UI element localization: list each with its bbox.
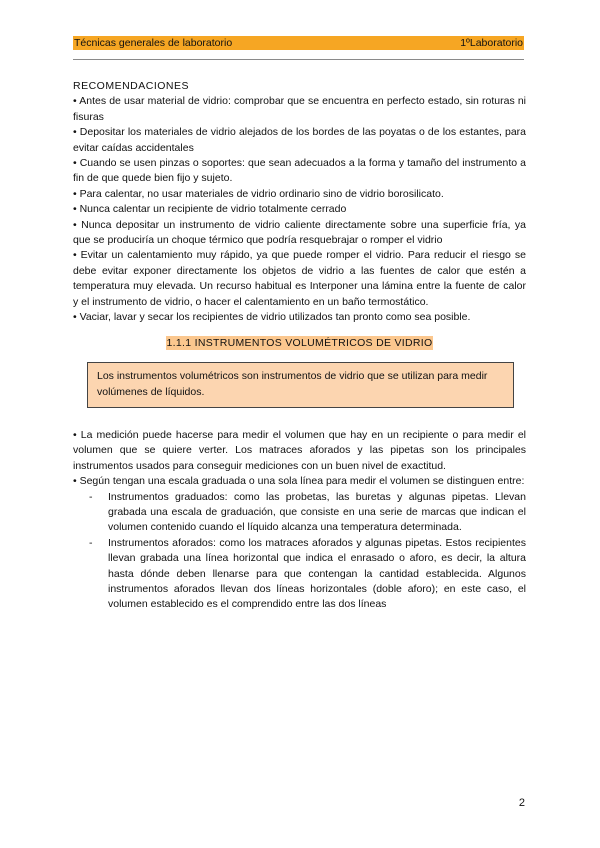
recommendation-item: • Depositar los materiales de vidrio alejados de los bordes de las poyatas o de los estantes, para evitar caídas accidentales bbox=[73, 126, 526, 154]
recommendation-item: • Evitar un calentamiento muy rápido, ya que puede romper el vidrio. Para reducir el riesgo se debe evitar exponer directamente los objetos de vidrio a las fuentes de calor que estén a temperatura muy elevada. Un recurso habitual es Interponer una lámina entre la fuente de calor y el instrumento de vidrio, o hacer el calentamiento en un baño termostático. bbox=[73, 249, 526, 308]
recommendation-item: • Cuando se usen pinzas o soportes: que sean adecuados a la forma y tamaño del instrumento a fin de que quede bien fijo y sujeto. bbox=[73, 157, 526, 185]
definition-callout: Los instrumentos volumétricos son instrumentos de vidrio que se utilizan para medir volúmenes de líquidos. bbox=[87, 362, 514, 408]
page-header bbox=[73, 36, 524, 50]
section-title: 1.1.1 INSTRUMENTOS VOLUMÉTRICOS DE VIDRIO bbox=[166, 336, 433, 349]
list-item-text: Instrumentos graduados: como las probetas, las buretas y algunas pipetas. Llevan grabada una escala de graduación, que consiste en una serie de marcas que indican el volumen contenido cuando el líquido alcanza una temperatura determinada. bbox=[108, 490, 526, 534]
page-number: 2 bbox=[518, 797, 525, 809]
dash-marker: - bbox=[89, 490, 93, 503]
section-paragraph: • La medición puede hacerse para medir el volumen que hay en un recipiente o para medir el volumen que se quiere verter. Los matraces aforados y las pipetas son los principales instrumentos usados para conseguir mediciones con un buen nivel de exactitud. bbox=[73, 428, 526, 472]
dash-marker: - bbox=[89, 536, 93, 549]
recommendations-heading: RECOMENDACIONES bbox=[73, 80, 190, 92]
section-title-wrap bbox=[73, 336, 526, 351]
spacer bbox=[73, 408, 526, 428]
header-title: Técnicas generales de laboratorio bbox=[74, 37, 233, 49]
recommendation-item: • Para calentar, no usar materiales de vidrio ordinario sino de vidrio borosilicato. bbox=[73, 187, 444, 200]
section-paragraph: • Según tengan una escala graduada o una sola línea para medir el volumen se distinguen entre: bbox=[73, 475, 525, 488]
instrument-types-list bbox=[73, 490, 526, 613]
recommendation-item: • Nunca calentar un recipiente de vidrio totalmente cerrado bbox=[73, 203, 347, 216]
list-item-text: Instrumentos aforados: como los matraces aforados y algunas pipetas. Estos recipientes llevan grabada una línea horizontal que indica el enrasado o aforo, es decir, la altura hasta dónde deben llenarse para que contengan la cantidad establecida. Algunos instrumentos aforados llevan dos líneas horizontales (doble aforo); en este caso, el volumen establecido es el comprendido entre las dos líneas bbox=[108, 536, 526, 611]
recommendation-item: • Antes de usar material de vidrio: comprobar que se encuentra en perfecto estado, sin roturas ni fisuras bbox=[73, 95, 526, 123]
header-course: 1ºLaboratorio bbox=[460, 37, 523, 49]
recommendation-item: • Nunca depositar un instrumento de vidrio caliente directamente sobre una superficie fría, ya que se produciría un choque térmico que podría resquebrajar o romper el vidrio bbox=[73, 218, 526, 247]
recommendation-item: • Vaciar, lavar y secar los recipientes de vidrio utilizados tan pronto como sea posible. bbox=[73, 311, 471, 324]
page-content bbox=[73, 79, 526, 613]
list-item bbox=[73, 490, 526, 536]
header-divider bbox=[73, 59, 524, 60]
list-item bbox=[73, 536, 526, 613]
